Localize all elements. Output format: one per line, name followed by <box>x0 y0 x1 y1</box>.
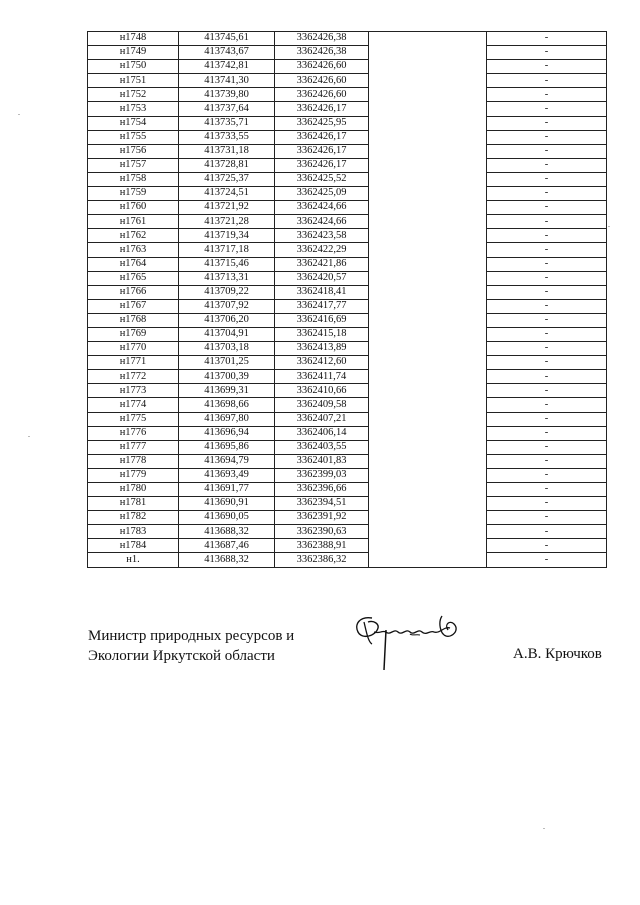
dash-cell: - <box>487 285 607 299</box>
dash-cell: - <box>487 525 607 539</box>
dash-cell: - <box>487 398 607 412</box>
y-coordinate-cell: 3362401,83 <box>275 454 369 468</box>
y-coordinate-cell: 3362417,77 <box>275 299 369 313</box>
blank-cell <box>369 398 487 412</box>
coordinates-table <box>87 31 607 568</box>
blank-cell <box>369 215 487 229</box>
point-id-cell: н1765 <box>88 271 179 285</box>
y-coordinate-cell: 3362418,41 <box>275 285 369 299</box>
y-coordinate-cell: 3362426,60 <box>275 88 369 102</box>
point-id-cell: н1773 <box>88 384 179 398</box>
dash-cell: - <box>487 539 607 553</box>
dash-cell: - <box>487 412 607 426</box>
dash-cell: - <box>487 229 607 243</box>
dash-cell: - <box>487 116 607 130</box>
y-coordinate-cell: 3362394,51 <box>275 497 369 511</box>
y-coordinate-cell: 3362390,63 <box>275 525 369 539</box>
point-id-cell: н1781 <box>88 497 179 511</box>
point-id-cell: н1759 <box>88 187 179 201</box>
point-id-cell: н1772 <box>88 370 179 384</box>
table-row <box>88 553 607 567</box>
blank-cell <box>369 525 487 539</box>
y-coordinate-cell: 3362407,21 <box>275 412 369 426</box>
y-coordinate-cell: 3362403,55 <box>275 440 369 454</box>
y-coordinate-cell: 3362409,58 <box>275 398 369 412</box>
y-coordinate-cell: 3362421,86 <box>275 257 369 271</box>
blank-cell <box>369 88 487 102</box>
x-coordinate-cell: 413733,55 <box>179 130 275 144</box>
x-coordinate-cell: 413693,49 <box>179 468 275 482</box>
table-row <box>88 370 607 384</box>
dash-cell: - <box>487 356 607 370</box>
point-id-cell: н1771 <box>88 356 179 370</box>
table-row <box>88 327 607 341</box>
table-row <box>88 271 607 285</box>
point-id-cell: н1776 <box>88 426 179 440</box>
table-row <box>88 187 607 201</box>
blank-cell <box>369 158 487 172</box>
dash-cell: - <box>487 342 607 356</box>
point-id-cell: н1749 <box>88 46 179 60</box>
y-coordinate-cell: 3362416,69 <box>275 313 369 327</box>
table-row <box>88 384 607 398</box>
y-coordinate-cell: 3362410,66 <box>275 384 369 398</box>
blank-cell <box>369 497 487 511</box>
x-coordinate-cell: 413724,51 <box>179 187 275 201</box>
point-id-cell: н1757 <box>88 158 179 172</box>
x-coordinate-cell: 413707,92 <box>179 299 275 313</box>
x-coordinate-cell: 413741,30 <box>179 74 275 88</box>
table-row <box>88 426 607 440</box>
dash-cell: - <box>487 511 607 525</box>
dash-cell: - <box>487 384 607 398</box>
table-row <box>88 60 607 74</box>
x-coordinate-cell: 413717,18 <box>179 243 275 257</box>
y-coordinate-cell: 3362406,14 <box>275 426 369 440</box>
table-row <box>88 454 607 468</box>
y-coordinate-cell: 3362424,66 <box>275 215 369 229</box>
y-coordinate-cell: 3362425,52 <box>275 172 369 186</box>
blank-cell <box>369 172 487 186</box>
blank-cell <box>369 384 487 398</box>
blank-cell <box>369 553 487 567</box>
table-row <box>88 299 607 313</box>
x-coordinate-cell: 413687,46 <box>179 539 275 553</box>
dash-cell: - <box>487 257 607 271</box>
point-id-cell: н1775 <box>88 412 179 426</box>
y-coordinate-cell: 3362423,58 <box>275 229 369 243</box>
blank-cell <box>369 116 487 130</box>
y-coordinate-cell: 3362426,38 <box>275 32 369 46</box>
dash-cell: - <box>487 426 607 440</box>
y-coordinate-cell: 3362411,74 <box>275 370 369 384</box>
dash-cell: - <box>487 172 607 186</box>
dash-cell: - <box>487 243 607 257</box>
table-row <box>88 102 607 116</box>
y-coordinate-cell: 3362386,32 <box>275 553 369 567</box>
y-coordinate-cell: 3362426,60 <box>275 74 369 88</box>
dash-cell: - <box>487 158 607 172</box>
point-id-cell: н1767 <box>88 299 179 313</box>
signatory-position-line-2: Экологии Иркутской области <box>88 648 275 664</box>
signatory-position-line-1: Министр природных ресурсов и <box>88 628 295 644</box>
y-coordinate-cell: 3362426,38 <box>275 46 369 60</box>
point-id-cell: н1754 <box>88 116 179 130</box>
table-row <box>88 342 607 356</box>
x-coordinate-cell: 413706,20 <box>179 313 275 327</box>
x-coordinate-cell: 413694,79 <box>179 454 275 468</box>
x-coordinate-cell: 413696,94 <box>179 426 275 440</box>
point-id-cell: н1783 <box>88 525 179 539</box>
y-coordinate-cell: 3362426,17 <box>275 130 369 144</box>
table-row <box>88 511 607 525</box>
y-coordinate-cell: 3362391,92 <box>275 511 369 525</box>
point-id-cell: н1751 <box>88 74 179 88</box>
blank-cell <box>369 342 487 356</box>
dash-cell: - <box>487 201 607 215</box>
table-row <box>88 483 607 497</box>
dash-cell: - <box>487 46 607 60</box>
point-id-cell: н1784 <box>88 539 179 553</box>
point-id-cell: н1750 <box>88 60 179 74</box>
dash-cell: - <box>487 74 607 88</box>
x-coordinate-cell: 413688,32 <box>179 525 275 539</box>
blank-cell <box>369 229 487 243</box>
coordinates-table-body <box>88 32 607 568</box>
y-coordinate-cell: 3362422,29 <box>275 243 369 257</box>
point-id-cell: н1777 <box>88 440 179 454</box>
table-row <box>88 46 607 60</box>
table-row <box>88 285 607 299</box>
dash-cell: - <box>487 553 607 567</box>
dash-cell: - <box>487 497 607 511</box>
x-coordinate-cell: 413745,61 <box>179 32 275 46</box>
x-coordinate-cell: 413743,67 <box>179 46 275 60</box>
x-coordinate-cell: 413735,71 <box>179 116 275 130</box>
dash-cell: - <box>487 88 607 102</box>
x-coordinate-cell: 413690,91 <box>179 497 275 511</box>
table-row <box>88 144 607 158</box>
y-coordinate-cell: 3362413,89 <box>275 342 369 356</box>
blank-cell <box>369 243 487 257</box>
point-id-cell: н1748 <box>88 32 179 46</box>
table-row <box>88 497 607 511</box>
x-coordinate-cell: 413739,80 <box>179 88 275 102</box>
point-id-cell: н1. <box>88 553 179 567</box>
y-coordinate-cell: 3362426,17 <box>275 144 369 158</box>
x-coordinate-cell: 413709,22 <box>179 285 275 299</box>
dash-cell: - <box>487 468 607 482</box>
point-id-cell: н1769 <box>88 327 179 341</box>
blank-cell <box>369 468 487 482</box>
blank-cell <box>369 285 487 299</box>
point-id-cell: н1760 <box>88 201 179 215</box>
blank-cell <box>369 187 487 201</box>
y-coordinate-cell: 3362412,60 <box>275 356 369 370</box>
signatory-name: А.В. Крючков <box>513 646 602 662</box>
table-row <box>88 88 607 102</box>
x-coordinate-cell: 413700,39 <box>179 370 275 384</box>
x-coordinate-cell: 413742,81 <box>179 60 275 74</box>
table-row <box>88 158 607 172</box>
table-row <box>88 243 607 257</box>
dash-cell: - <box>487 102 607 116</box>
blank-cell <box>369 327 487 341</box>
dash-cell: - <box>487 187 607 201</box>
x-coordinate-cell: 413703,18 <box>179 342 275 356</box>
x-coordinate-cell: 413713,31 <box>179 271 275 285</box>
table-row <box>88 74 607 88</box>
point-id-cell: н1762 <box>88 229 179 243</box>
table-row <box>88 229 607 243</box>
x-coordinate-cell: 413704,91 <box>179 327 275 341</box>
table-row <box>88 116 607 130</box>
point-id-cell: н1763 <box>88 243 179 257</box>
dash-cell: - <box>487 60 607 74</box>
blank-cell <box>369 440 487 454</box>
blank-cell <box>369 60 487 74</box>
dash-cell: - <box>487 271 607 285</box>
x-coordinate-cell: 413721,28 <box>179 215 275 229</box>
y-coordinate-cell: 3362425,09 <box>275 187 369 201</box>
y-coordinate-cell: 3362420,57 <box>275 271 369 285</box>
blank-cell <box>369 412 487 426</box>
table-row <box>88 215 607 229</box>
table-row <box>88 356 607 370</box>
y-coordinate-cell: 3362426,17 <box>275 158 369 172</box>
x-coordinate-cell: 413731,18 <box>179 144 275 158</box>
blank-cell <box>369 46 487 60</box>
handwritten-signature <box>350 610 470 672</box>
dash-cell: - <box>487 215 607 229</box>
y-coordinate-cell: 3362424,66 <box>275 201 369 215</box>
dash-cell: - <box>487 144 607 158</box>
point-id-cell: н1778 <box>88 454 179 468</box>
y-coordinate-cell: 3362388,91 <box>275 539 369 553</box>
x-coordinate-cell: 413721,92 <box>179 201 275 215</box>
blank-cell <box>369 102 487 116</box>
table-row <box>88 525 607 539</box>
blank-cell <box>369 271 487 285</box>
blank-cell <box>369 539 487 553</box>
blank-cell <box>369 483 487 497</box>
blank-cell <box>369 426 487 440</box>
table-row <box>88 257 607 271</box>
table-row <box>88 201 607 215</box>
table-row <box>88 468 607 482</box>
dash-cell: - <box>487 313 607 327</box>
y-coordinate-cell: 3362426,60 <box>275 60 369 74</box>
table-row <box>88 440 607 454</box>
x-coordinate-cell: 413691,77 <box>179 483 275 497</box>
table-row <box>88 539 607 553</box>
point-id-cell: н1770 <box>88 342 179 356</box>
point-id-cell: н1764 <box>88 257 179 271</box>
blank-cell <box>369 370 487 384</box>
point-id-cell: н1753 <box>88 102 179 116</box>
point-id-cell: н1774 <box>88 398 179 412</box>
point-id-cell: н1758 <box>88 172 179 186</box>
point-id-cell: н1780 <box>88 483 179 497</box>
y-coordinate-cell: 3362415,18 <box>275 327 369 341</box>
y-coordinate-cell: 3362426,17 <box>275 102 369 116</box>
blank-cell <box>369 313 487 327</box>
dash-cell: - <box>487 483 607 497</box>
table-row <box>88 130 607 144</box>
point-id-cell: н1766 <box>88 285 179 299</box>
blank-cell <box>369 454 487 468</box>
table-row <box>88 313 607 327</box>
blank-cell <box>369 201 487 215</box>
point-id-cell: н1752 <box>88 88 179 102</box>
point-id-cell: н1756 <box>88 144 179 158</box>
x-coordinate-cell: 413725,37 <box>179 172 275 186</box>
x-coordinate-cell: 413690,05 <box>179 511 275 525</box>
dash-cell: - <box>487 130 607 144</box>
dash-cell: - <box>487 32 607 46</box>
table-row <box>88 398 607 412</box>
dash-cell: - <box>487 440 607 454</box>
x-coordinate-cell: 413699,31 <box>179 384 275 398</box>
point-id-cell: н1768 <box>88 313 179 327</box>
dash-cell: - <box>487 327 607 341</box>
x-coordinate-cell: 413719,34 <box>179 229 275 243</box>
x-coordinate-cell: 413701,25 <box>179 356 275 370</box>
dash-cell: - <box>487 454 607 468</box>
x-coordinate-cell: 413698,66 <box>179 398 275 412</box>
point-id-cell: н1755 <box>88 130 179 144</box>
point-id-cell: н1761 <box>88 215 179 229</box>
table-row <box>88 172 607 186</box>
x-coordinate-cell: 413715,46 <box>179 257 275 271</box>
blank-cell <box>369 299 487 313</box>
dash-cell: - <box>487 370 607 384</box>
x-coordinate-cell: 413697,80 <box>179 412 275 426</box>
blank-cell <box>369 511 487 525</box>
y-coordinate-cell: 3362399,03 <box>275 468 369 482</box>
blank-cell <box>369 130 487 144</box>
blank-cell <box>369 356 487 370</box>
blank-cell <box>369 257 487 271</box>
blank-cell <box>369 144 487 158</box>
blank-cell <box>369 74 487 88</box>
point-id-cell: н1782 <box>88 511 179 525</box>
point-id-cell: н1779 <box>88 468 179 482</box>
signatory-position <box>88 626 294 666</box>
x-coordinate-cell: 413695,86 <box>179 440 275 454</box>
blank-cell <box>369 32 487 46</box>
table-row <box>88 32 607 46</box>
x-coordinate-cell: 413737,64 <box>179 102 275 116</box>
y-coordinate-cell: 3362425,95 <box>275 116 369 130</box>
x-coordinate-cell: 413728,81 <box>179 158 275 172</box>
y-coordinate-cell: 3362396,66 <box>275 483 369 497</box>
dash-cell: - <box>487 299 607 313</box>
x-coordinate-cell: 413688,32 <box>179 553 275 567</box>
table-row <box>88 412 607 426</box>
